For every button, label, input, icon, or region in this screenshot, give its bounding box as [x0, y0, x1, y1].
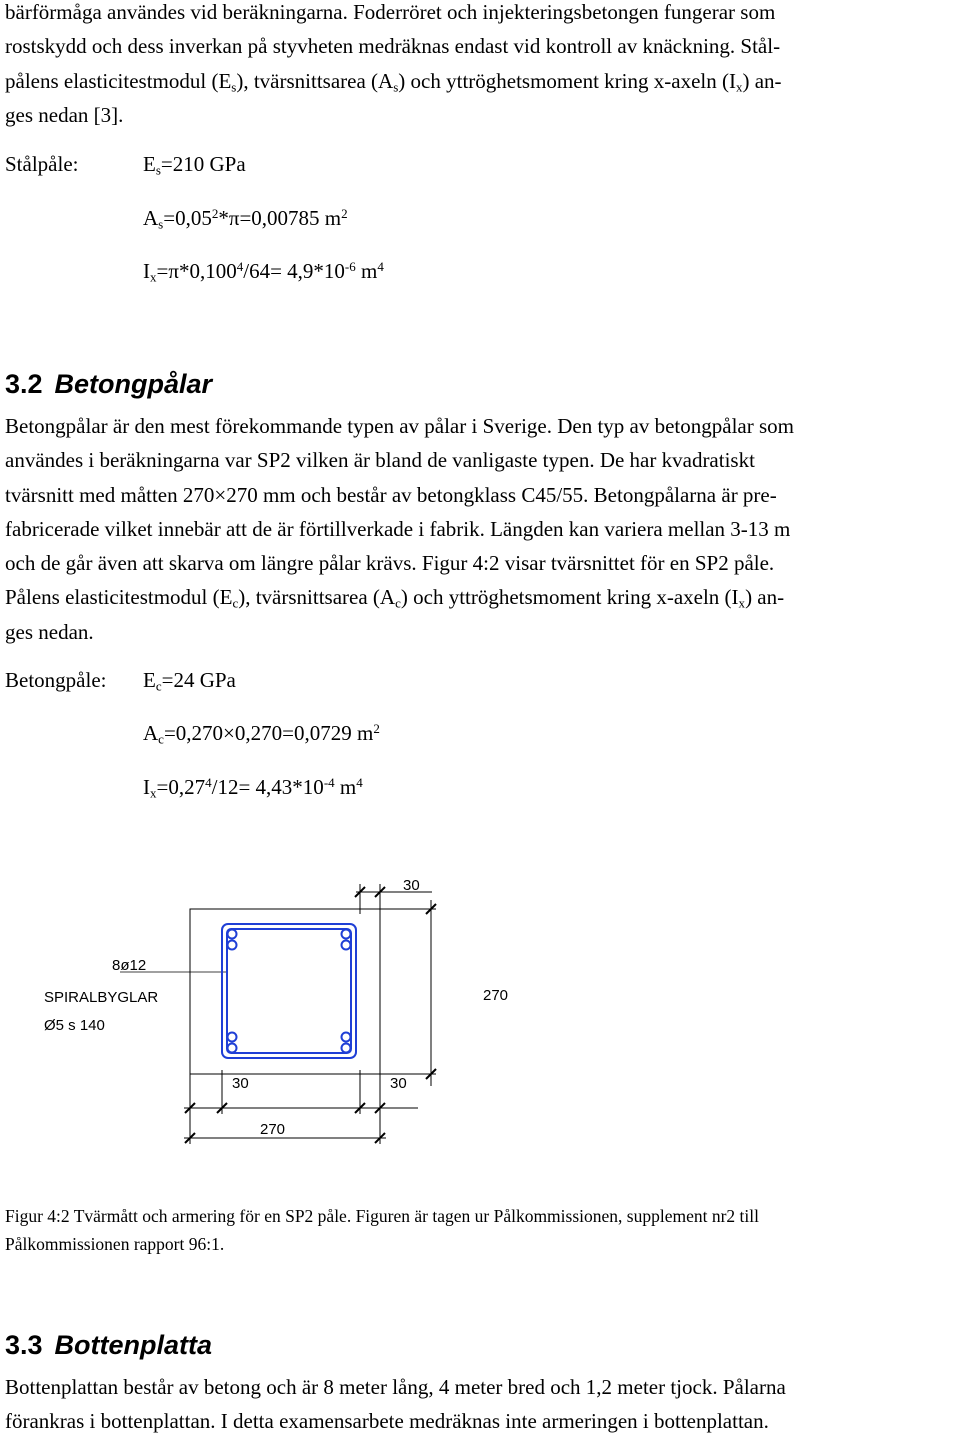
section-3-2-paragraph	[5, 409, 957, 649]
intro-paragraph	[5, 0, 957, 132]
steel-i-formula: $I_x=\pi*0,100^4/64= 4,9*10^{-6}$ $m^4$	[143, 258, 384, 285]
rebar-bar-6	[228, 1044, 237, 1053]
steel-a-formula: $A_s=0,05^2*\pi=0,00785$ $m^2$	[143, 205, 348, 232]
caption-line-1: Figur 4:2 Tvärmått och armering för en SP2 påle. Figuren är tagen ur Pålkommissionen, supplement nr2 till	[5, 1206, 759, 1226]
s32-line-6: Pålens elasticitestmodul $(E_c)$, tvärsnittsarea $(A_c)$ och yttröghetsmoment kring x-axeln $(I_x)$ an-	[5, 585, 785, 611]
intro-line-4: ges nedan [3].	[5, 102, 124, 127]
s32-line-5: och de går även att skarva om längre pålar krävs. Figur 4:2 visar tvärsnittet för en SP2 påle.	[5, 551, 775, 576]
spiral-stirrup-inner	[227, 929, 351, 1053]
dim-bottom-left-label: 30	[232, 1075, 249, 1092]
dim-top-label: 30	[403, 877, 420, 894]
rebar-bar-7	[342, 1033, 351, 1042]
intro-line-1: bärförmåga användes vid beräkningarna. Foderröret och injekteringsbetongen fungerar som	[5, 0, 776, 24]
rebar-bar-2	[228, 941, 237, 950]
section-3-3-title: Bottenplatta	[54, 1330, 213, 1360]
s32-line-4: fabricerade vilket innebär att de är förtillverkade i fabrik. Längden kan variera mellan 3-13 m	[5, 516, 791, 541]
section-3-3-paragraph	[5, 1370, 957, 1439]
intro-line-3: pålens elasticitestmodul $(E_s)$, tvärsnittsarea $(A_s)$ och yttröghetsmoment kring x-axeln $(I_x)$ an-	[5, 68, 782, 94]
dim-bottom-label: 270	[260, 1121, 286, 1138]
figure-caption	[5, 1202, 957, 1258]
rebar-bar-5	[228, 1033, 237, 1042]
concrete-label: Betongpåle:	[5, 668, 107, 692]
s33-line-1: Bottenplattan består av betong och är 8 meter lång, 4 meter bred och 1,2 meter tjock. Pålarna	[5, 1375, 786, 1399]
concrete-e-formula: $E_c=24$ GPa	[143, 668, 236, 694]
dim-side-label: 270	[483, 987, 509, 1004]
steel-label: Stålpåle:	[5, 152, 79, 176]
spiral-spec-label: Ø5 s 140	[44, 1017, 105, 1034]
section-3-2-number: 3.2	[5, 369, 43, 399]
section-3-3-heading	[5, 1330, 212, 1361]
s32-line-7: ges nedan.	[5, 619, 94, 644]
section-3-3-number: 3.3	[5, 1330, 43, 1360]
s33-line-2: förankras i bottenplattan. I detta examensarbete medräknas inte armeringen i bottenplattan.	[5, 1409, 769, 1434]
caption-line-2: Pålkommissionen rapport 96:1.	[5, 1234, 225, 1254]
pile-cross-section-figure	[0, 870, 960, 1190]
s32-line-3: tvärsnitt med måtten 270×270 mm och består av betongklass C45/55. Betongpålarna är pre-	[5, 482, 777, 507]
section-3-2-heading	[5, 369, 212, 400]
section-3-2-title: Betongpålar	[54, 369, 213, 399]
s32-line-1: Betongpålar är den mest förekommande typen av pålar i Sverige. Den typ av betongpålar som	[5, 414, 794, 438]
rebar-bar-4	[342, 941, 351, 950]
rebar-bar-1	[228, 930, 237, 939]
dim-bottom-right-label: 30	[390, 1075, 407, 1092]
concrete-i-formula: $I_x=0,27^4/12= 4,43*10^{-4}$ $m^4$	[143, 774, 363, 801]
rebar-bar-8	[342, 1044, 351, 1053]
spiral-stirrup-outer	[222, 924, 356, 1058]
rebar-bar-3	[342, 930, 351, 939]
s32-line-2: användes i beräkningarna var SP2 vilken är bland de vanligaste typen. De har kvadratiskt	[5, 448, 755, 473]
spiral-label: SPIRALBYGLAR	[44, 989, 159, 1006]
rebar-label: 8ø12	[112, 957, 147, 974]
concrete-a-formula: $A_c=0,270\times 0,270=0,0729$ $m^2$	[143, 720, 380, 747]
steel-e-formula: $E_s=210$ GPa	[143, 152, 246, 178]
intro-line-2: rostskydd och dess inverkan på styvheten medräknas endast vid kontroll av knäckning. Stål-	[5, 34, 781, 59]
